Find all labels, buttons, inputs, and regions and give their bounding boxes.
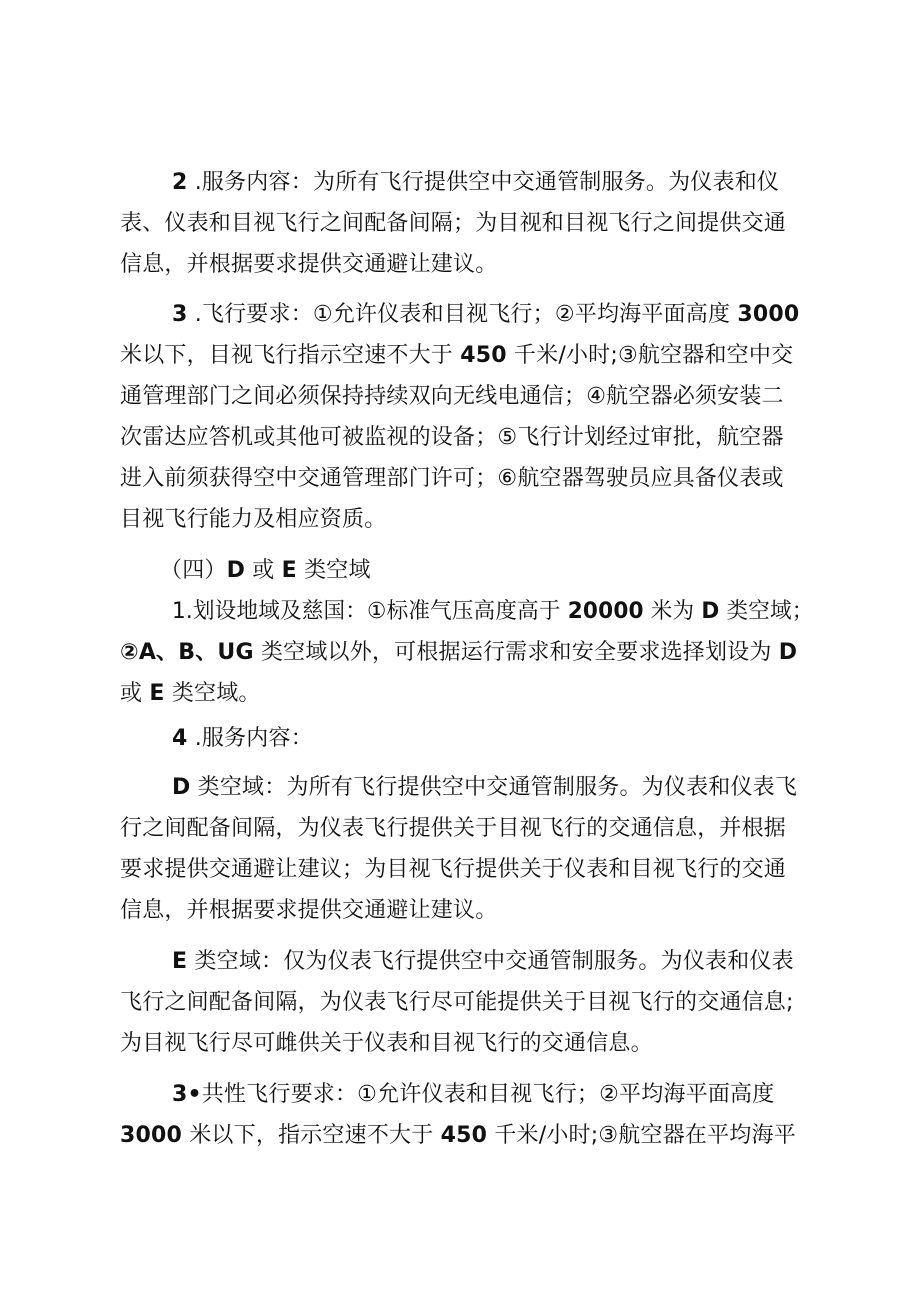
para-3-line-2: 米以下，目视飞行指示空速不大于 450 千米/小时;③航空器和空中交 — [120, 343, 794, 368]
common-req-line-2: 3000 米以下，指示空速不大于 450 千米/小时;③航空器在平均海平 — [120, 1123, 796, 1148]
class-d-line-3: 要求提供交通避让建议；为目视飞行提供关于仪表和目视飞行的交通 — [120, 857, 787, 882]
item-number: 4 — [172, 726, 188, 751]
para-3-line-5: 进入前须获得空中交通管理部门许可；⑥航空器驾驶员应具备仪表或 — [120, 466, 784, 491]
common-req-line-1: 3•共性飞行要求：①允许仪表和目视飞行；②平均海平面高度 — [172, 1082, 775, 1107]
para-2-line-1: 2 .服务内容：为所有飞行提供空中交通管制服务。为仪表和仪 — [172, 170, 780, 195]
item-number: 2 — [172, 170, 188, 195]
class-d-line-4: 信息，并根据要求提供交通避让建议。 — [120, 898, 498, 923]
para-4-line-1: 4 .服务内容： — [172, 726, 313, 751]
class-e-line-1: E 类空域：仅为仪表飞行提供空中交通管制服务。为仪表和仪表 — [172, 949, 794, 974]
para-3-line-1: 3 .飞行要求：①允许仪表和目视飞行；②平均海平面高度 3000 — [172, 302, 800, 327]
class-d-line-2: 行之间配备间隔，为仪表飞行提供关于目视飞行的交通信息，并根据 — [120, 816, 787, 841]
para-3-line-4: 次雷达应答机或其他可被监视的设备；⑤飞行计划经过审批，航空器 — [120, 425, 784, 450]
para-3-line-3: 通管理部门之间必须保持持续双向无线电通信；④航空器必须安装二 — [120, 384, 784, 409]
para-2-line-3: 信息，并根据要求提供交通避让建议。 — [120, 252, 498, 277]
class-e-line-2: 飞行之间配备间隔，为仪表飞行尽可能提供关于目视飞行的交通信息; — [120, 990, 794, 1015]
item-number: 3 — [172, 302, 188, 327]
para-1-line-1: 1.划设地域及慈国：①标准气压高度高于 20000 米为 D 类空域； — [172, 599, 814, 624]
para-1-line-3: 或 E 类空域。 — [120, 681, 261, 706]
class-e-line-3: 为目视飞行尽可雌供关于仪表和目视飞行的交通信息。 — [120, 1031, 653, 1056]
section-heading-4: （四）D 或 E 类空域 — [160, 558, 371, 583]
class-d-line-1: D 类空域：为所有飞行提供空中交通管制服务。为仪表和仪表飞 — [172, 775, 798, 800]
para-1-line-2: ②A、B、UG 类空域以外，可根据运行需求和安全要求选择划设为 D — [120, 640, 798, 665]
para-3-line-6: 目视飞行能力及相应资质。 — [120, 507, 387, 532]
para-2-line-2: 表、仪表和目视飞行之间配备间隔；为目视和目视飞行之间提供交通 — [120, 211, 787, 236]
